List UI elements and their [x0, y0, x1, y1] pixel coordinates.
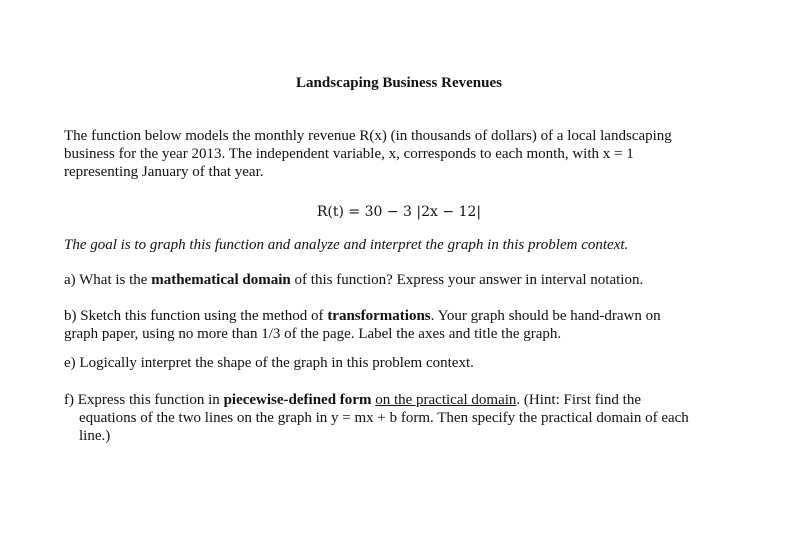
- question-a-suffix: of this function? Express your answer in interval notation.: [290, 272, 644, 288]
- question-e-text: e) Logically interpret the shape of the graph in this problem context.: [64, 355, 474, 371]
- question-f-prefix: f) Express this function in: [64, 392, 224, 408]
- question-f-suffix: . (Hint: First find the: [516, 392, 641, 408]
- question-f-bold: piecewise-defined form: [223, 392, 372, 408]
- question-e: [64, 354, 744, 372]
- question-a-prefix: a) What is the: [64, 272, 152, 288]
- question-f-line2: equations of the two lines on the graph in y = mx + b form. Then specify the practical domain of each: [79, 410, 689, 426]
- question-f-underlined: on the practical domain: [375, 392, 517, 408]
- question-f-line3: line.): [79, 428, 111, 444]
- question-f-line: [64, 391, 744, 409]
- intro-paragraph: [64, 127, 734, 181]
- question-b-prefix: b) Sketch this function using the method of: [64, 308, 328, 324]
- intro-line: The function below models the monthly revenue R(x) (in thousands of dollars) of a local landscaping: [64, 128, 672, 144]
- question-b-line2: graph paper, using no more than 1/3 of the page. Label the axes and title the graph.: [64, 326, 562, 342]
- question-a-bold: mathematical domain: [151, 272, 291, 288]
- question-b-line: [64, 307, 744, 325]
- intro-line: business for the year 2013. The independent variable, x, corresponds to each month, with x = 1: [64, 146, 634, 162]
- question-b-bold: transformations: [327, 308, 431, 324]
- intro-line: representing January of that year.: [64, 164, 264, 180]
- revenue-formula: R(t) = 30 − 3 |2x − 12|: [316, 204, 482, 220]
- question-b-suffix: . Your graph should be hand-drawn on: [430, 308, 661, 324]
- question-a-line: [64, 271, 744, 289]
- question-b: [64, 307, 744, 343]
- question-f: [64, 391, 744, 445]
- page-title: Landscaping Business Revenues: [296, 75, 502, 91]
- question-a: [64, 271, 744, 289]
- goal-statement: The goal is to graph this function and analyze and interpret the graph in this problem context.: [64, 237, 629, 253]
